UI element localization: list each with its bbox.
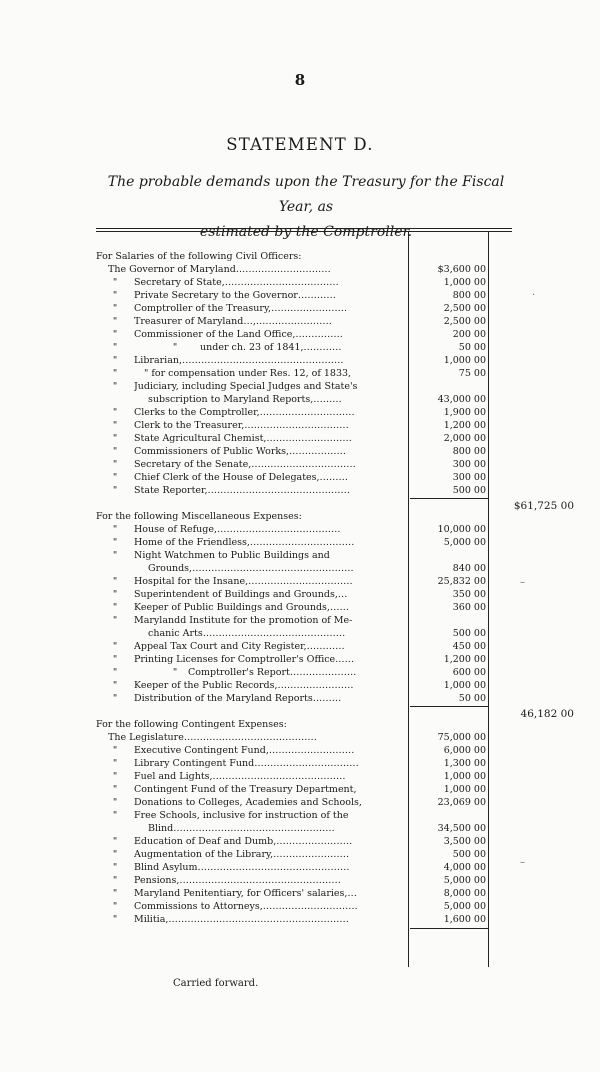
item-description: Library Contingent Fund……………………………	[134, 758, 359, 769]
item-description: Blind……………………………………………	[148, 823, 335, 834]
item-amount: 23,069 00	[437, 797, 486, 808]
item-description: State Reporter,………………………………………	[134, 485, 351, 496]
ditto-mark: "	[112, 420, 118, 431]
item-description: Distribution of the Maryland Reports………	[134, 693, 342, 704]
ledger-row	[0, 731, 600, 744]
ditto-mark: "	[112, 654, 118, 665]
item-amount: 75,000 00	[437, 732, 486, 743]
ledger-row	[0, 549, 600, 562]
item-description: Militia,…………………………………………………	[134, 914, 349, 925]
margin-mark: –	[520, 577, 525, 588]
item-amount: 1,000 00	[443, 277, 486, 288]
subtotal-rule	[410, 498, 488, 499]
item-description: Comptroller's Report…………………	[188, 667, 357, 678]
ledger-row	[0, 770, 600, 783]
ledger-row	[0, 653, 600, 666]
ditto-mark: "	[112, 316, 118, 327]
ditto-mark: "	[112, 914, 118, 925]
ledger-row	[0, 393, 600, 406]
ledger-row	[0, 523, 600, 536]
item-amount: 8,000 00	[443, 888, 486, 899]
ditto-mark: "	[112, 836, 118, 847]
item-description: Judiciary, including Special Judges and State's	[134, 381, 358, 392]
ditto-mark: "	[172, 342, 178, 353]
ledger-row	[0, 302, 600, 315]
item-description: Marylandd Institute for the promotion of Me-	[134, 615, 353, 626]
item-amount: 1,600 00	[443, 914, 486, 925]
ledger-row	[0, 666, 600, 679]
item-description: The Legislature……………………………………	[108, 732, 317, 743]
item-amount: 1,200 00	[443, 654, 486, 665]
ditto-mark: "	[112, 329, 118, 340]
item-description: Executive Contingent Fund,………………………	[134, 745, 355, 756]
ditto-mark: "	[112, 550, 118, 561]
item-description: Superintendent of Buildings and Grounds,…	[134, 589, 348, 600]
item-amount: 1,200 00	[443, 420, 486, 431]
ditto-mark: "	[112, 849, 118, 860]
item-description: Night Watchmen to Public Buildings and	[134, 550, 330, 561]
ledger-row	[0, 562, 600, 575]
ledger-row	[0, 276, 600, 289]
ditto-mark: "	[112, 797, 118, 808]
ledger-row	[0, 588, 600, 601]
ledger-row	[0, 354, 600, 367]
item-amount: 5,000 00	[443, 901, 486, 912]
ditto-mark: "	[112, 290, 118, 301]
section-heading: For the following Miscellaneous Expenses:	[96, 511, 302, 522]
item-description: chanic Arts………………………………………	[148, 628, 346, 639]
section-heading-row	[0, 718, 600, 731]
item-description: Librarian,……………………………………………	[134, 355, 344, 366]
ditto-mark: "	[112, 524, 118, 535]
item-description: Hospital for the Insane,……………………………	[134, 576, 353, 587]
ledger-row	[0, 263, 600, 276]
item-amount: 3,500 00	[443, 836, 486, 847]
ledger-row	[0, 458, 600, 471]
item-amount: 2,500 00	[443, 316, 486, 327]
statement-subtitle	[96, 170, 516, 245]
ditto-mark: "	[112, 862, 118, 873]
ledger-row	[0, 445, 600, 458]
item-description: Fuel and Lights,……………………………………	[134, 771, 346, 782]
ditto-mark: "	[112, 784, 118, 795]
item-description: Clerks to the Comptroller,…………………………	[134, 407, 355, 418]
ditto-mark: "	[172, 667, 178, 678]
carried-forward-label: Carried forward.	[173, 978, 259, 989]
item-description: Comptroller of the Treasury,……………………	[134, 303, 348, 314]
ledger-row	[0, 315, 600, 328]
ledger-row	[0, 367, 600, 380]
item-description: Clerk to the Treasurer,……………………………	[134, 420, 349, 431]
item-description: Printing Licenses for Comptroller's Office……	[134, 654, 355, 665]
ledger-row	[0, 471, 600, 484]
item-description: Education of Deaf and Dumb,……………………	[134, 836, 353, 847]
item-amount: 5,000 00	[443, 875, 486, 886]
ditto-mark: "	[112, 771, 118, 782]
ditto-mark: "	[112, 810, 118, 821]
ledger-row	[0, 913, 600, 926]
section-heading: For Salaries of the following Civil Officers:	[96, 251, 302, 262]
ditto-mark: "	[112, 303, 118, 314]
item-description: Free Schools, inclusive for instruction of the	[134, 810, 349, 821]
item-amount: 2,000 00	[443, 433, 486, 444]
item-amount: 450 00	[452, 641, 486, 652]
header-rule-bottom	[96, 231, 512, 232]
final-rule	[410, 928, 488, 929]
subtitle-line-1: The probable demands upon the Treasury for the Fiscal Year, as	[107, 174, 505, 215]
ledger-row	[0, 328, 600, 341]
ditto-mark: "	[112, 459, 118, 470]
item-amount: 1,000 00	[443, 784, 486, 795]
item-description: Commissions to Attorneys,…………………………	[134, 901, 358, 912]
ditto-mark: "	[112, 407, 118, 418]
item-amount: 300 00	[452, 472, 486, 483]
item-description: Donations to Colleges, Academies and Schools,	[134, 797, 362, 808]
page-number: 8	[294, 71, 306, 89]
ledger-row	[0, 744, 600, 757]
item-amount: 500 00	[452, 485, 486, 496]
item-amount: 4,000 00	[443, 862, 486, 873]
statement-title: STATEMENT D.	[226, 135, 374, 154]
ledger-row	[0, 835, 600, 848]
item-amount: 350 00	[452, 589, 486, 600]
ledger-row	[0, 887, 600, 900]
ditto-mark: "	[112, 602, 118, 613]
item-amount: 50 00	[458, 342, 486, 353]
ditto-mark: "	[112, 446, 118, 457]
ledger-row	[0, 380, 600, 393]
ledger-row	[0, 783, 600, 796]
item-description: Pensions,……………………………………………	[134, 875, 341, 886]
section-heading-row	[0, 510, 600, 523]
item-amount: 5,000 00	[443, 537, 486, 548]
ditto-mark: "	[112, 745, 118, 756]
item-description: Maryland Penitentiary, for Officers' salaries,…	[134, 888, 357, 899]
ledger-row	[0, 640, 600, 653]
item-description: Private Secretary to the Governor…………	[134, 290, 336, 301]
ditto-mark: "	[112, 355, 118, 366]
item-description: under ch. 23 of 1841,…………	[200, 342, 342, 353]
margin-mark: –	[520, 857, 525, 868]
item-amount: 500 00	[452, 628, 486, 639]
item-amount: 25,832 00	[437, 576, 486, 587]
ledger-row	[0, 289, 600, 302]
item-amount: 840 00	[452, 563, 486, 574]
ledger-row	[0, 692, 600, 705]
ditto-mark: "	[112, 589, 118, 600]
ditto-mark: "	[112, 576, 118, 587]
ledger-row	[0, 341, 600, 354]
item-amount: 1,000 00	[443, 355, 486, 366]
ditto-mark: "	[112, 472, 118, 483]
subtitle-line-2: estimated by the Comptroller.	[199, 224, 413, 240]
item-description: Contingent Fund of the Treasury Department,	[134, 784, 357, 795]
header-rule-top	[96, 228, 512, 229]
ledger-row	[0, 757, 600, 770]
margin-mark: ·	[532, 290, 536, 301]
ledger-row	[0, 575, 600, 588]
ledger-row	[0, 679, 600, 692]
ditto-mark: "	[112, 615, 118, 626]
item-amount: 1,900 00	[443, 407, 486, 418]
item-amount: 6,000 00	[443, 745, 486, 756]
item-description: Secretary of State,………………………………	[134, 277, 339, 288]
ledger-row	[0, 536, 600, 549]
ditto-mark: "	[112, 537, 118, 548]
ditto-mark: "	[112, 641, 118, 652]
ledger-row	[0, 614, 600, 627]
item-amount: 800 00	[452, 290, 486, 301]
subtotal-amount: $61,725 00	[513, 500, 574, 512]
ditto-mark: "	[112, 693, 118, 704]
ditto-mark: "	[112, 680, 118, 691]
section-heading-row	[0, 250, 600, 263]
ledger-table	[0, 240, 600, 1040]
item-description: Keeper of the Public Records,……………………	[134, 680, 354, 691]
ledger-row	[0, 627, 600, 640]
item-amount: 300 00	[452, 459, 486, 470]
ledger-row	[0, 809, 600, 822]
subtotal-rule	[410, 706, 488, 707]
item-description: The Governor of Maryland…………………………	[108, 264, 331, 275]
item-amount: 1,300 00	[443, 758, 486, 769]
ledger-row	[0, 900, 600, 913]
item-description: Augmentation of the Library,……………………	[134, 849, 350, 860]
ditto-mark: "	[112, 277, 118, 288]
item-amount: 34,500 00	[437, 823, 486, 834]
ditto-mark: "	[112, 342, 118, 353]
ledger-row	[0, 484, 600, 497]
item-description: Secretary of the Senate,……………………………	[134, 459, 356, 470]
subtotal-amount: 46,182 00	[520, 708, 574, 720]
item-amount: $3,600 00	[437, 264, 486, 275]
item-amount: 10,000 00	[437, 524, 486, 535]
ditto-mark: "	[112, 901, 118, 912]
item-description: subscription to Maryland Reports,………	[148, 394, 342, 405]
item-description: Home of the Friendless,……………………………	[134, 537, 355, 548]
item-description: House of Refuge,…………………………………	[134, 524, 341, 535]
ledger-row	[0, 419, 600, 432]
item-amount: 360 00	[452, 602, 486, 613]
item-description: Appeal Tax Court and City Register,…………	[134, 641, 345, 652]
ledger-row	[0, 861, 600, 874]
item-amount: 50 00	[458, 693, 486, 704]
item-description: Commissioner of the Land Office,……………	[134, 329, 343, 340]
ledger-row	[0, 432, 600, 445]
item-description: Keeper of Public Buildings and Grounds,……	[134, 602, 349, 613]
item-amount: 43,000 00	[437, 394, 486, 405]
item-amount: 1,000 00	[443, 771, 486, 782]
item-amount: 75 00	[458, 368, 486, 379]
item-description: " for compensation under Res. 12, of 1833,	[144, 368, 352, 379]
item-amount: 500 00	[452, 849, 486, 860]
ditto-mark: "	[112, 875, 118, 886]
ledger-row	[0, 848, 600, 861]
ledger-row	[0, 874, 600, 887]
item-description: Treasurer of Maryland…,……………………	[134, 316, 332, 327]
ledger-row	[0, 406, 600, 419]
section-heading: For the following Contingent Expenses:	[96, 719, 287, 730]
item-description: Blind Asylum…………………………………………	[134, 862, 350, 873]
ditto-mark: "	[112, 368, 118, 379]
item-description: State Agricultural Chemist,………………………	[134, 433, 352, 444]
ditto-mark: "	[112, 667, 118, 678]
ledger-row	[0, 796, 600, 809]
ledger-row	[0, 601, 600, 614]
item-amount: 2,500 00	[443, 303, 486, 314]
item-amount: 1,000 00	[443, 680, 486, 691]
item-amount: 800 00	[452, 446, 486, 457]
ditto-mark: "	[112, 381, 118, 392]
ledger-row	[0, 822, 600, 835]
item-description: Commissioners of Public Works,………………	[134, 446, 347, 457]
item-description: Chief Clerk of the House of Delegates,………	[134, 472, 349, 483]
ditto-mark: "	[112, 485, 118, 496]
ditto-mark: "	[112, 888, 118, 899]
item-amount: 600 00	[452, 667, 486, 678]
item-amount: 200 00	[452, 329, 486, 340]
item-description: Grounds,……………………………………………	[148, 563, 354, 574]
ditto-mark: "	[112, 433, 118, 444]
ditto-mark: "	[112, 758, 118, 769]
